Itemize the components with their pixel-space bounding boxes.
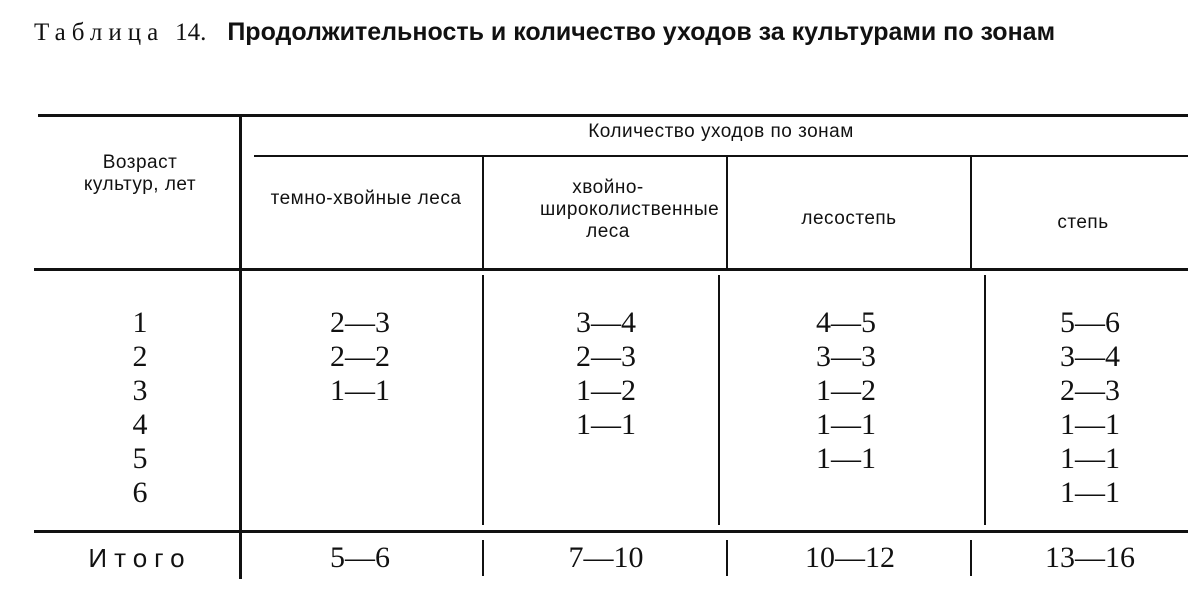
- table-caption: [34, 16, 1194, 49]
- zone-divider-1-header: [482, 157, 484, 268]
- caption-number: 14.: [175, 19, 207, 46]
- zone-divider-2-header: [726, 157, 728, 268]
- total-label: Итого: [88, 543, 192, 573]
- total-cell-2: 7—10: [568, 541, 644, 574]
- zone-column-1: [280, 306, 440, 408]
- age-cell: 5: [132, 442, 148, 475]
- total-cell-1: 5—6: [330, 541, 390, 574]
- zone-divider-1-total: [482, 540, 484, 576]
- zone-header-1: темно-хвойные леса: [270, 188, 462, 209]
- total-cell-3: 10—12: [805, 541, 895, 574]
- value-cell: 1—1: [816, 408, 876, 441]
- caption-label: Таблица: [34, 19, 165, 46]
- age-cell: 4: [132, 408, 148, 441]
- value-cell: 2—3: [330, 306, 390, 339]
- value-cell: 2—3: [1060, 374, 1120, 407]
- zone-column-2: [526, 306, 686, 442]
- zone-divider-1-body: [482, 275, 484, 525]
- zone-column-4: [1010, 306, 1170, 510]
- zone-divider-3-header: [970, 157, 972, 268]
- zone-header-4: степь: [1057, 212, 1109, 233]
- value-cell: 5—6: [1060, 306, 1120, 339]
- age-cell: 6: [132, 476, 148, 509]
- zone-divider-3-total: [970, 540, 972, 576]
- zone-divider-3-body: [984, 275, 986, 525]
- age-column-divider: [239, 114, 242, 579]
- value-cell: 2—3: [576, 340, 636, 373]
- value-cell: 3—4: [576, 306, 636, 339]
- value-cell: 1—2: [816, 374, 876, 407]
- group-header-rule: [254, 155, 1188, 157]
- top-rule: [38, 114, 1188, 117]
- zone-divider-2-total: [726, 540, 728, 576]
- group-header: Количество уходов по зонам: [588, 121, 854, 142]
- age-cell: 1: [132, 306, 148, 339]
- total-cell-4: 13—16: [1045, 541, 1135, 574]
- header-bottom-rule: [34, 268, 1188, 271]
- zone-column-3: [766, 306, 926, 476]
- age-cell: 2: [132, 340, 148, 373]
- ages-column: [70, 306, 210, 510]
- value-cell: 2—2: [330, 340, 390, 373]
- zone-header-3: лесостепь: [801, 208, 897, 229]
- value-cell: 3—4: [1060, 340, 1120, 373]
- age-header: Возраст культур, лет: [83, 152, 197, 195]
- value-cell: 4—5: [816, 306, 876, 339]
- value-cell: 3—3: [816, 340, 876, 373]
- value-cell: 1—1: [1060, 442, 1120, 475]
- value-cell: 1—1: [816, 442, 876, 475]
- value-cell: 1—2: [576, 374, 636, 407]
- total-rule: [34, 530, 1188, 533]
- age-cell: 3: [132, 374, 148, 407]
- value-cell: 1—1: [1060, 476, 1120, 509]
- value-cell: 1—1: [1060, 408, 1120, 441]
- zone-header-2: хвойно-широколиственные леса: [540, 177, 720, 242]
- caption-title: Продолжительность и количество уходов за культурами по зонам: [227, 18, 1056, 46]
- zone-divider-2-body: [718, 275, 720, 525]
- value-cell: 1—1: [330, 374, 390, 407]
- value-cell: 1—1: [576, 408, 636, 441]
